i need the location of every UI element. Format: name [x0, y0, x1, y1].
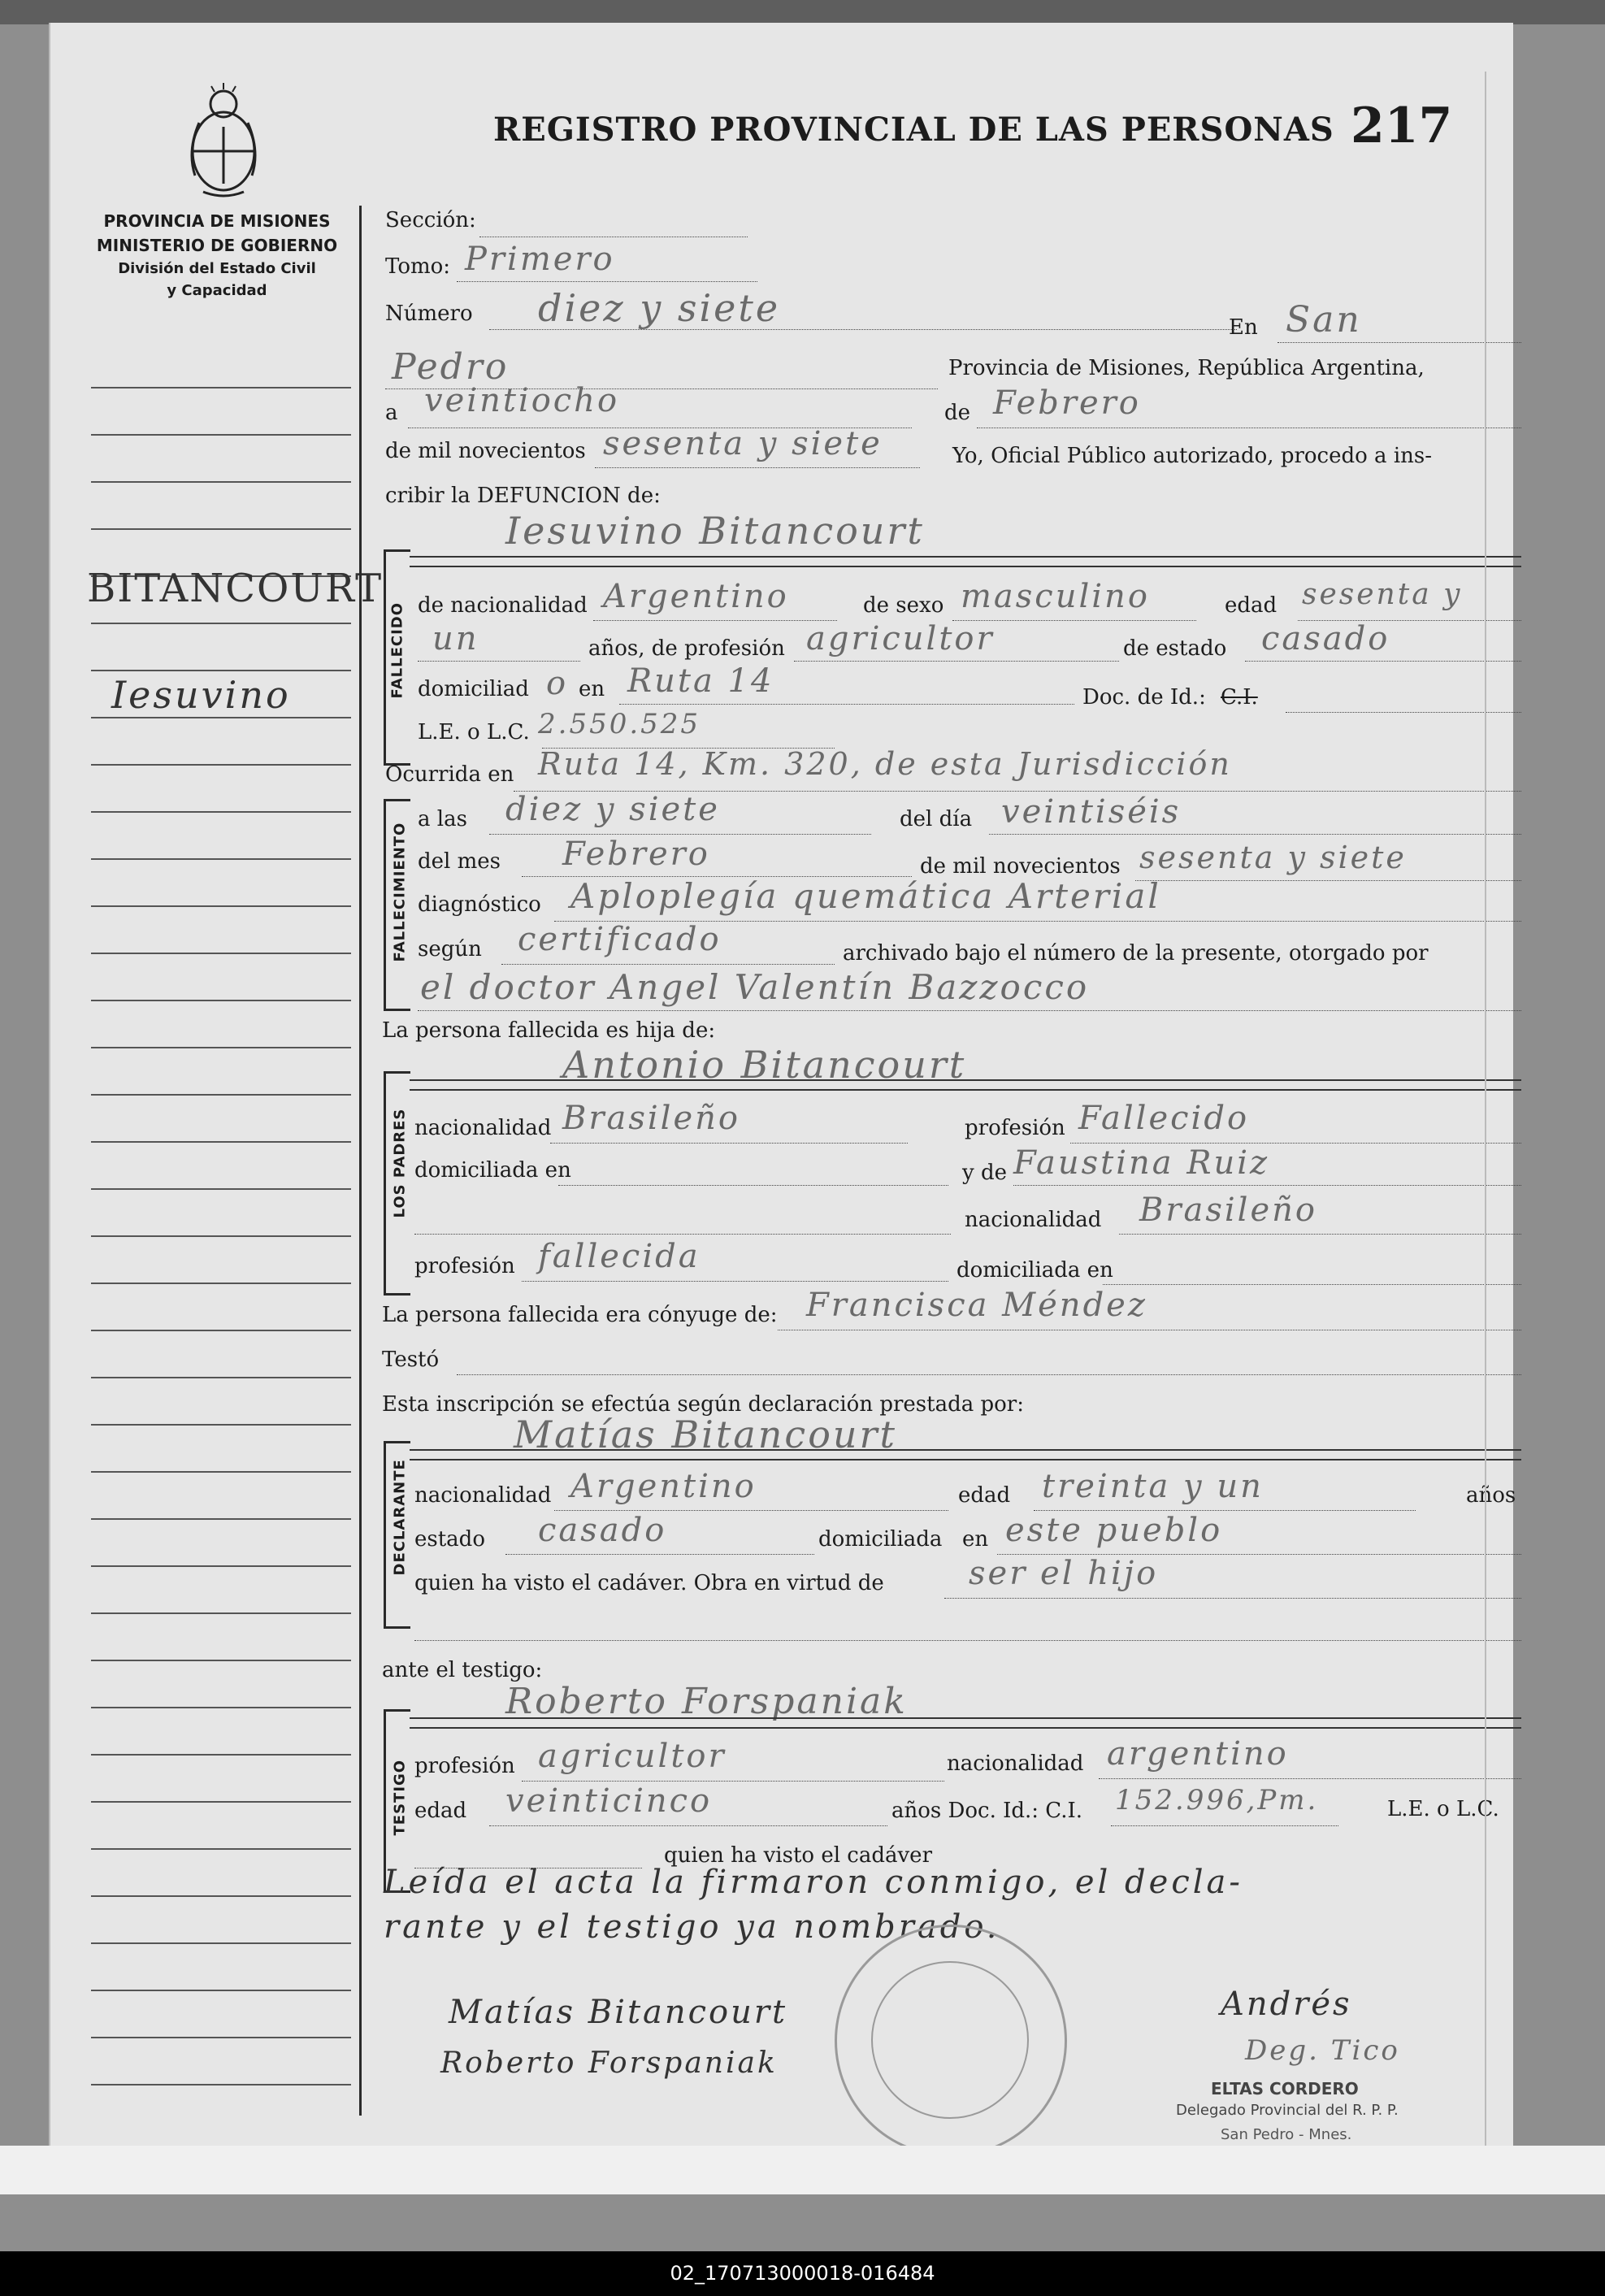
margin-rule — [91, 1330, 351, 1331]
signature-testigo: Roberto Forspaniak — [440, 2046, 778, 2080]
margin-rule — [91, 1565, 351, 1567]
entry-domicilio: Ruta 14 — [627, 662, 774, 700]
entry-decl-obra: ser el hijo — [969, 1555, 1159, 1592]
label-decl-en: en — [962, 1527, 989, 1552]
entry-decl-estado: casado — [538, 1512, 667, 1549]
signature-oficial-2: Deg. Tico — [1245, 2034, 1400, 2067]
label-diagnostico: diagnóstico — [418, 892, 541, 917]
entry-estado: casado — [1261, 620, 1390, 658]
margin-rule — [91, 670, 351, 671]
label-inscripcion: Esta inscripción se efectúa según declaración prestada por: — [382, 1392, 1024, 1417]
entry-lugar: San — [1286, 299, 1362, 341]
margin-given-name: Iesuvino — [111, 673, 291, 717]
label-de-mil-2: de mil novecientos — [920, 854, 1121, 879]
signature-declarante: Matías Bitancourt — [449, 1994, 788, 2031]
label-le-lc-2: L.E. o L.C. — [1387, 1797, 1499, 1821]
entry-tomo: Primero — [465, 241, 615, 278]
margin-rule — [91, 1141, 351, 1143]
label-quien-visto: quien ha visto el cadáver — [664, 1843, 933, 1868]
entry-cierre-1: Leída el acta la firmaron conmigo, el decla- — [384, 1864, 1243, 1901]
entry-difunto: Iesuvino Bitancourt — [505, 509, 925, 553]
label-cribir: cribir la DEFUNCION de: — [385, 484, 661, 508]
label-madre-dom: domiciliada en — [956, 1258, 1113, 1283]
label-segun: según — [418, 937, 482, 961]
page-title: REGISTRO PROVINCIAL DE LAS PERSONAS — [493, 111, 1334, 149]
label-doc-id: Doc. de Id.: — [1082, 685, 1206, 710]
margin-rule — [91, 1942, 351, 1944]
margin-rule — [91, 1518, 351, 1520]
entry-dia-fall: veintiséis — [1001, 793, 1182, 831]
label-seccion: Sección: — [385, 208, 476, 232]
entry-edad-1: sesenta y — [1302, 578, 1463, 611]
margin-rule — [91, 1707, 351, 1708]
entry-mes-fall: Febrero — [562, 836, 710, 873]
office-seal-inner — [871, 1961, 1029, 2119]
entry-decl-edad: treinta y un — [1042, 1468, 1264, 1505]
label-de-nacionalidad: de nacionalidad — [418, 593, 588, 618]
stamp-role: Delegado Provincial del R. P. P. — [1176, 2102, 1399, 2119]
margin-rule — [91, 1801, 351, 1803]
scan-top-edge — [0, 0, 1605, 24]
label-ante-testigo: ante el testigo: — [382, 1658, 543, 1682]
label-ci-struck: C.I. — [1221, 685, 1258, 710]
scan-bottom-edge — [0, 2146, 1605, 2194]
margin-rule — [91, 1094, 351, 1096]
label-quien-obra: quien ha visto el cadáver. Obra en virtud de — [414, 1571, 884, 1595]
page-number: 217 — [1351, 98, 1453, 154]
file-id: 02_170713000018-016484 — [670, 2262, 935, 2285]
label-y-de: y de — [962, 1161, 1007, 1185]
label-decl-nac: nacionalidad — [414, 1483, 552, 1508]
coat-of-arms-icon — [179, 78, 268, 200]
margin-rule — [91, 953, 351, 954]
label-test-prof: profesión — [414, 1754, 515, 1778]
label-madre-prof: profesión — [414, 1254, 515, 1278]
margin-rule — [91, 858, 351, 860]
label-padre-nac: nacionalidad — [414, 1116, 552, 1140]
margin-rule — [91, 1471, 351, 1473]
margin-rule — [91, 1848, 351, 1850]
stamp-place: San Pedro - Mnes. — [1221, 2126, 1352, 2143]
entry-sexo: masculino — [961, 578, 1150, 615]
margin-surname: BITANCOURT — [87, 566, 384, 611]
register-page — [49, 23, 1516, 2152]
entry-madre: Faustina Ruiz — [1013, 1144, 1270, 1182]
label-test-nac: nacionalidad — [947, 1751, 1084, 1776]
margin-rule — [91, 434, 351, 436]
label-decl-anos: años — [1466, 1483, 1516, 1508]
entry-madre-prof: fallecida — [538, 1238, 701, 1275]
margin-rule — [91, 764, 351, 766]
label-de-estado: de estado — [1123, 636, 1227, 661]
label-provincia: Provincia de Misiones, República Argentina, — [948, 356, 1425, 380]
section-fallecido: FALLECIDO — [388, 601, 406, 699]
entry-edad-2: un — [432, 620, 479, 658]
entry-padre-nac: Brasileño — [562, 1100, 740, 1137]
margin-rule — [91, 2037, 351, 2038]
label-edad: edad — [1225, 593, 1277, 618]
label-anos-doc: años Doc. Id.: C.I. — [891, 1799, 1083, 1823]
entry-madre-nac: Brasileño — [1139, 1191, 1317, 1229]
stamp-name: ELTAS CORDERO — [1211, 2079, 1359, 2099]
margin-rule — [91, 717, 351, 718]
office-header — [95, 211, 339, 299]
entry-hora: diez y siete — [505, 791, 720, 828]
column-divider — [359, 206, 362, 2116]
entry-le-number: 2.550.525 — [538, 708, 701, 740]
entry-padre-prof: Fallecido — [1078, 1100, 1250, 1137]
margin-rule — [91, 905, 351, 907]
office-line-1: PROVINCIA DE MISIONES — [103, 211, 331, 231]
label-conyuge: La persona fallecida era cónyuge de: — [382, 1303, 778, 1327]
label-numero: Número — [385, 302, 473, 326]
entry-declarante: Matías Bitancourt — [514, 1413, 897, 1456]
section-fallecimiento: FALLECIMIENTO — [391, 822, 409, 962]
entry-cierre-2: rante y el testigo ya nombrado. — [384, 1908, 1000, 1946]
margin-rule — [91, 623, 351, 624]
label-decl-edad: edad — [958, 1483, 1011, 1508]
entry-nacionalidad: Argentino — [603, 578, 789, 615]
margin-rule — [91, 1000, 351, 1001]
label-hija-de: La persona fallecida es hija de: — [382, 1018, 716, 1043]
office-line-4: y Capacidad — [167, 282, 267, 299]
entry-decl-dom: este pueblo — [1005, 1512, 1223, 1549]
margin-rule — [91, 811, 351, 813]
entry-test-ci: 152.996,Pm. — [1115, 1784, 1319, 1816]
margin-rule — [91, 1188, 351, 1190]
entry-diagnostico: Aploplegía quemática Arterial — [570, 876, 1161, 916]
label-domiciliad: domiciliad — [418, 677, 529, 701]
entry-test-prof: agricultor — [538, 1738, 727, 1775]
margin-rule — [91, 1612, 351, 1614]
margin-rule — [91, 2084, 351, 2085]
margin-rule — [91, 1990, 351, 1991]
margin-rule — [91, 528, 351, 530]
entry-anio-fall: sesenta y siete — [1139, 840, 1407, 875]
label-le-lc: L.E. o L.C. — [418, 720, 530, 744]
margin-rule — [91, 1283, 351, 1284]
label-de-mil: de mil novecientos — [385, 439, 586, 463]
margin-rule — [91, 1235, 351, 1237]
label-del-dia: del día — [900, 807, 973, 831]
label-anos-profesion: años, de profesión — [588, 636, 785, 661]
margin-rule — [91, 1377, 351, 1378]
entry-numero: diez y siete — [538, 286, 781, 330]
label-madre-nac: nacionalidad — [965, 1208, 1102, 1232]
entry-profesion: agricultor — [806, 620, 995, 658]
label-decl-estado: estado — [414, 1527, 485, 1552]
label-archivado: archivado bajo el número de la presente, otorgado por — [843, 941, 1429, 966]
entry-domiciliado-suffix: o — [546, 665, 569, 702]
signature-oficial: Andrés — [1221, 1986, 1352, 2023]
margin-rule — [91, 1660, 351, 1661]
label-en: En — [1229, 315, 1258, 340]
margin-rule — [91, 387, 351, 388]
label-tomo: Tomo: — [385, 254, 451, 279]
entry-dia: veintiocho — [424, 382, 620, 419]
office-line-2: MINISTERIO DE GOBIERNO — [96, 236, 338, 255]
entry-segun: certificado — [518, 921, 722, 958]
label-a: a — [385, 401, 398, 425]
label-testo: Testó — [382, 1348, 440, 1372]
margin-rule — [91, 1424, 351, 1426]
label-en-dom: en — [579, 677, 605, 701]
label-de-sexo: de sexo — [863, 593, 944, 618]
margin-rule — [91, 481, 351, 483]
entry-test-nac: argentino — [1107, 1735, 1289, 1773]
office-line-3: División del Estado Civil — [118, 260, 316, 277]
file-id-bar — [0, 2251, 1605, 2296]
label-test-edad: edad — [414, 1799, 467, 1823]
entry-decl-nac: Argentino — [570, 1468, 757, 1505]
entry-test-edad: veinticinco — [505, 1782, 713, 1820]
entry-medico: el doctor Angel Valentín Bazzocco — [420, 967, 1090, 1007]
label-del-mes: del mes — [418, 849, 501, 874]
label-decl-dom: domiciliada — [818, 1527, 943, 1552]
section-padres: LOS PADRES — [391, 1108, 409, 1218]
entry-padre: Antonio Bitancourt — [562, 1043, 967, 1087]
margin-rule — [91, 1895, 351, 1897]
margin-rule — [91, 1047, 351, 1048]
entry-anio: sesenta y siete — [603, 425, 883, 462]
entry-conyuge: Francisca Méndez — [806, 1287, 1147, 1324]
margin-rule — [91, 1754, 351, 1756]
entry-mes: Febrero — [993, 384, 1141, 422]
label-padre-prof: profesión — [965, 1116, 1065, 1140]
label-a-las: a las — [418, 807, 467, 831]
label-padre-dom: domiciliada en — [414, 1158, 571, 1183]
label-ocurrida: Ocurrida en — [385, 762, 514, 787]
entry-ocurrida: Ruta 14, Km. 320, de esta Jurisdicción — [538, 746, 1232, 782]
section-testigo: TESTIGO — [391, 1759, 409, 1836]
label-de: de — [944, 401, 971, 425]
section-declarante: DECLARANTE — [391, 1459, 409, 1576]
entry-lugar-cont: Pedro — [392, 346, 510, 388]
entry-testigo: Roberto Forspaniak — [505, 1681, 908, 1722]
label-yo-oficial: Yo, Oficial Público autorizado, procedo a ins- — [952, 444, 1433, 468]
page-right-edge — [1485, 72, 1486, 2152]
